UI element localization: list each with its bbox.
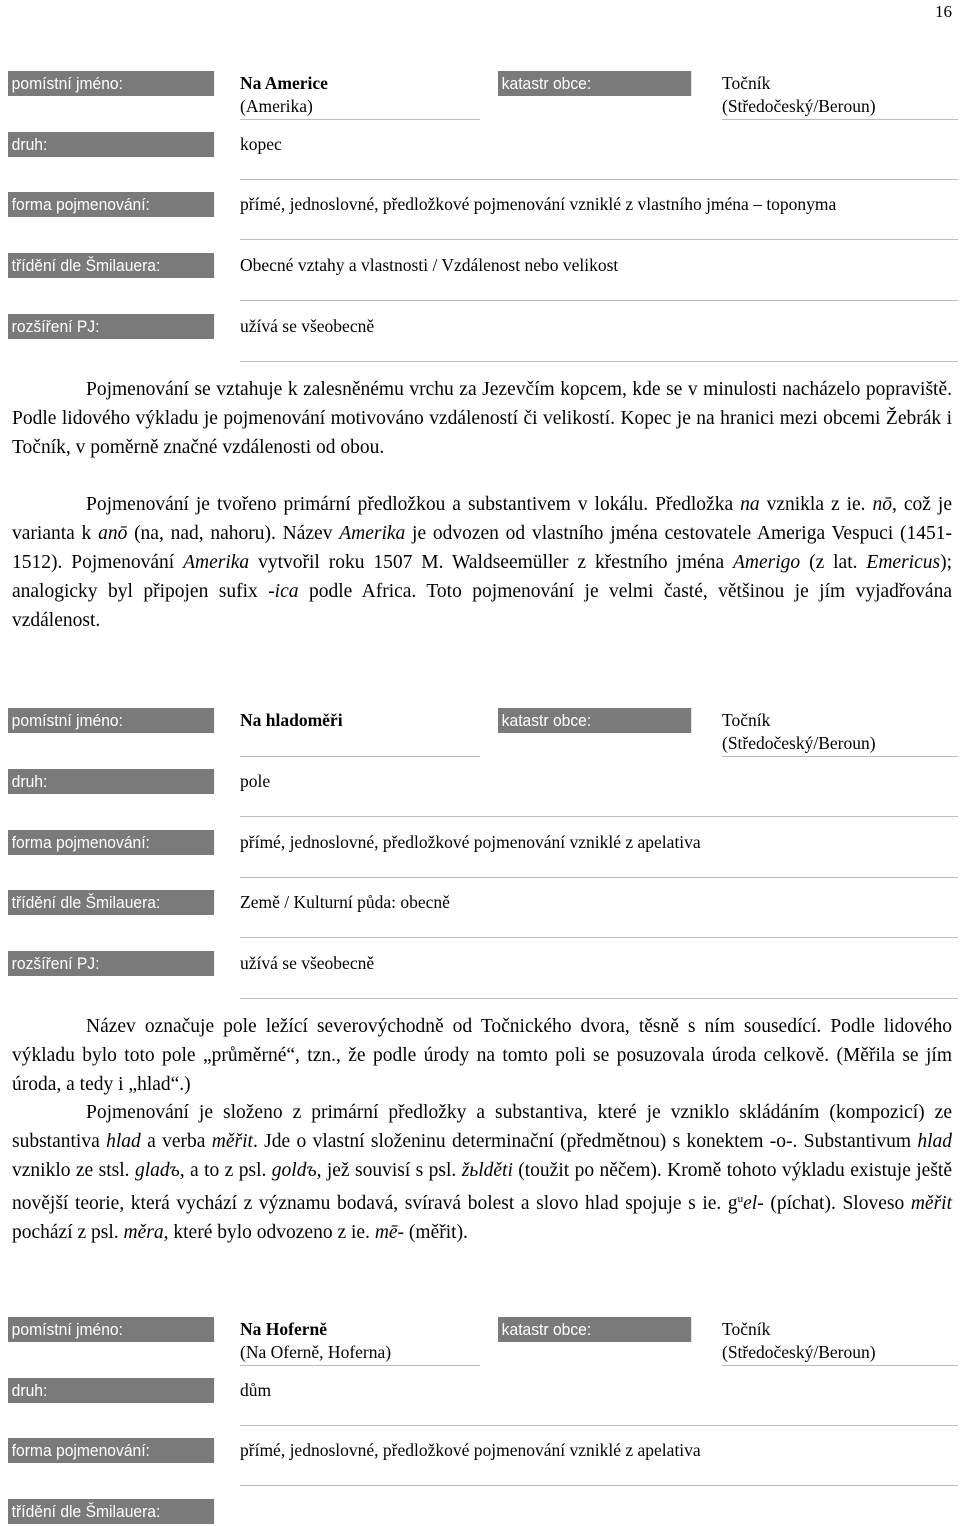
- value-katastr: [722, 1318, 958, 1366]
- label-forma: forma pojmenování:: [8, 192, 214, 217]
- place-name: Na hladoměři: [240, 710, 343, 730]
- label-pomistni-jmeno: pomístní jméno:: [8, 708, 214, 733]
- page-number: 16: [935, 2, 952, 21]
- katastr-region: (Středočeský/Beroun): [722, 1342, 876, 1362]
- place-alt-name: (Na Oferně, Hoferna): [240, 1342, 392, 1362]
- etymology-paragraph: Pojmenování je tvořeno primární předložkou a substantivem v lokálu. Předložka na vznikla z ie. nō, což je varianta k anō (na, nad, nahoru). Název Amerika je odvozen od vlastního jména cestovatele Ameriga Vespuci (1451-1512). Pojmenování Amerika vytvořil roku 1507 M. Waldseemüller z křestního jména Amerigo (z lat. Emericus); analogicky byl připojen sufix -ica podle Africa. Toto pojmenování je velmi časté, většinou je jím vyjadřována vzdálenost.: [12, 494, 952, 631]
- place-name: Na Americe: [240, 73, 328, 93]
- value-trideni: Země / Kulturní půda: obecně: [240, 891, 958, 938]
- value-trideni: Obecné vztahy a vlastnosti / Vzdálenost nebo velikost: [240, 254, 958, 301]
- label-rozsireni: rozšíření PJ:: [8, 314, 214, 339]
- label-trideni: třídění dle Šmilauera:: [8, 890, 214, 915]
- label-druh: druh:: [8, 1378, 214, 1403]
- label-katastr: katastr obce:: [498, 71, 691, 96]
- etymology-paragraph: Pojmenování je složeno z primární předložky a substantiva, které je vzniklo skládáním (kompozicí) ze substantiva hlad a verba měřit. Jde o vlastní složeninu determinační (předmětnou) s konektem -o-. Substantivum hlad vzniklo ze stsl. gladъ, a to z psl. goldъ, jež souvisí s psl. žьlděti (toužit po něčem). Kromě tohoto výkladu existuje ještě novější teorie, která vychází z významu bodavá, svíravá bolest a slovo hlad spojuje s ie. $g^uel-$ (píchat). Sloveso měřit pochází z psl. měra, které bylo odvozeno z ie. mē- (měřit).: [12, 1102, 952, 1243]
- katastr-region: (Středočeský/Beroun): [722, 96, 876, 116]
- katastr-name: Točník: [722, 1319, 771, 1339]
- katastr-region: (Středočeský/Beroun): [722, 733, 876, 753]
- katastr-name: Točník: [722, 73, 771, 93]
- place-name: Na Hoferně: [240, 1319, 327, 1339]
- value-pomistni-jmeno: [240, 1318, 480, 1366]
- value-rozsireni: užívá se všeobecně: [240, 315, 958, 362]
- label-rozsireni: rozšíření PJ:: [8, 951, 214, 976]
- value-pomistni-jmeno: [240, 709, 480, 757]
- label-forma: forma pojmenování:: [8, 1438, 214, 1463]
- value-druh: kopec: [240, 133, 958, 180]
- label-forma: forma pojmenování:: [8, 830, 214, 855]
- value-katastr: [722, 709, 958, 757]
- label-pomistni-jmeno: pomístní jméno:: [8, 71, 214, 96]
- value-rozsireni: užívá se všeobecně: [240, 952, 958, 999]
- value-forma: přímé, jednoslovné, předložkové pojmenování vzniklé z apelativa: [240, 831, 958, 878]
- description-paragraph: Název označuje pole ležící severovýchodně od Točnického dvora, těsně s ním sousedící. Podle lidového výkladu bylo toto pole „průměrné“, tzn., že podle úrody na tomto poli se posuzovala úroda celkově. (Měřila se jím úroda, a tedy i „hlad“.): [12, 1016, 952, 1095]
- value-pomistni-jmeno: [240, 72, 480, 120]
- label-druh: druh:: [8, 132, 214, 157]
- value-forma: přímé, jednoslovné, předložkové pojmenování vzniklé z vlastního jména – toponyma: [240, 193, 958, 240]
- description-paragraph: Pojmenování se vztahuje k zalesněnému vrchu za Jezevčím kopcem, kde se v minulosti nacházelo popraviště. Podle lidového výkladu je pojmenování motivováno vzdáleností či velikostí. Kopec je na hranici mezi obcemi Žebrák i Točník, v poměrně značné vzdálenosti od obou.: [12, 379, 952, 458]
- value-druh: dům: [240, 1379, 958, 1426]
- label-katastr: katastr obce:: [498, 708, 691, 733]
- katastr-name: Točník: [722, 710, 771, 730]
- value-forma: přímé, jednoslovné, předložkové pojmenování vzniklé z apelativa: [240, 1439, 958, 1486]
- label-trideni: třídění dle Šmilauera:: [8, 1499, 214, 1524]
- label-katastr: katastr obce:: [498, 1317, 691, 1342]
- label-druh: druh:: [8, 769, 214, 794]
- value-druh: pole: [240, 770, 958, 817]
- label-pomistni-jmeno: pomístní jméno:: [8, 1317, 214, 1342]
- value-katastr: [722, 72, 958, 120]
- place-alt-name: (Amerika): [240, 96, 313, 116]
- label-trideni: třídění dle Šmilauera:: [8, 253, 214, 278]
